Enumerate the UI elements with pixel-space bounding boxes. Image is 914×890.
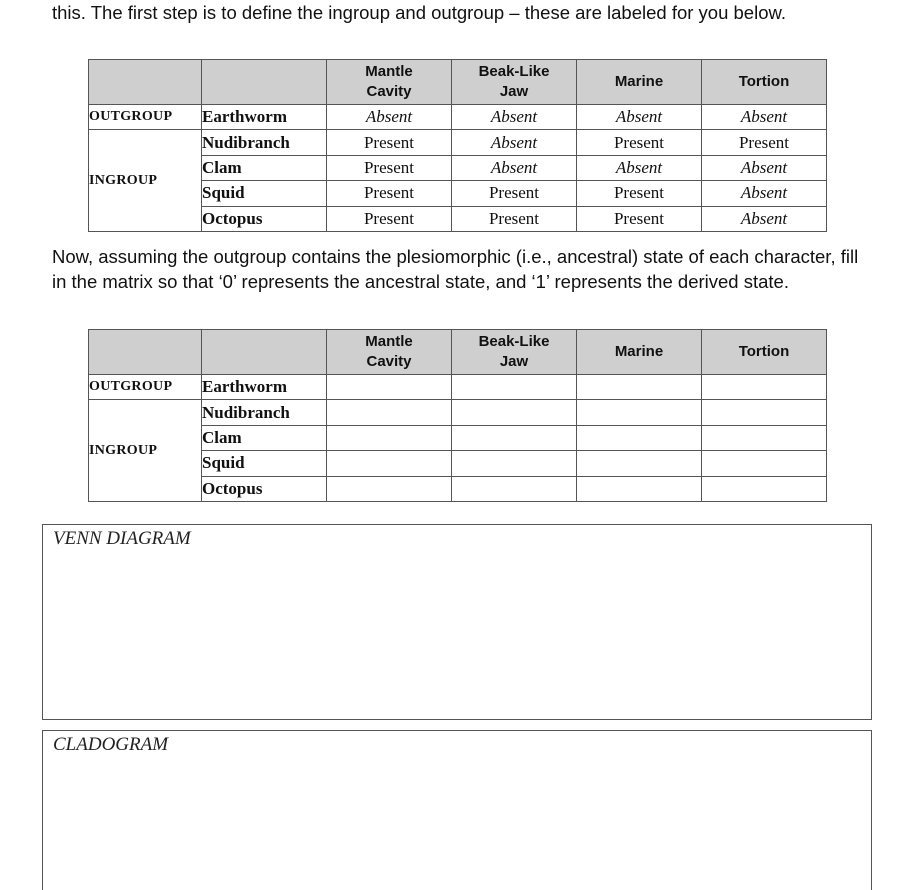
header-blank [202, 330, 327, 375]
character-table [88, 59, 827, 232]
cladogram-label: CLADOGRAM [53, 734, 169, 755]
ingroup-label: INGROUP [89, 130, 202, 232]
column-header: Beak-Like Jaw [452, 330, 577, 375]
character-value: Absent [577, 105, 702, 130]
matrix-cell[interactable] [327, 476, 452, 501]
matrix-cell[interactable] [702, 375, 827, 400]
taxon-name: Squid [202, 181, 327, 206]
outgroup-label: OUTGROUP [89, 375, 202, 400]
venn-diagram-label: VENN DIAGRAM [53, 528, 191, 549]
character-value: Present [327, 206, 452, 231]
column-header: Marine [577, 330, 702, 375]
character-value: Absent [702, 181, 827, 206]
character-value: Present [327, 181, 452, 206]
character-value: Present [327, 130, 452, 155]
taxon-name: Clam [202, 155, 327, 180]
table-header-row [89, 60, 827, 105]
column-header: Tortion [702, 330, 827, 375]
character-value: Present [327, 155, 452, 180]
character-value: Absent [452, 130, 577, 155]
matrix-cell[interactable] [577, 476, 702, 501]
taxon-name: Octopus [202, 476, 327, 501]
header-blank [89, 60, 202, 105]
matrix-cell[interactable] [577, 425, 702, 450]
matrix-cell[interactable] [702, 451, 827, 476]
matrix-cell[interactable] [702, 476, 827, 501]
matrix-cell[interactable] [577, 451, 702, 476]
header-blank [89, 330, 202, 375]
venn-diagram-box[interactable] [42, 524, 872, 720]
character-value: Absent [452, 105, 577, 130]
character-value: Present [702, 130, 827, 155]
ingroup-label: INGROUP [89, 400, 202, 502]
character-value: Absent [702, 105, 827, 130]
matrix-cell[interactable] [577, 400, 702, 425]
matrix-cell[interactable] [327, 375, 452, 400]
character-value: Absent [577, 155, 702, 180]
matrix-cell[interactable] [452, 451, 577, 476]
character-value: Present [577, 181, 702, 206]
table-row [89, 400, 827, 425]
taxon-name: Squid [202, 451, 327, 476]
taxon-name: Earthworm [202, 375, 327, 400]
intro-paragraph: this. The first step is to define the ingroup and outgroup – these are labeled for you below. [52, 2, 786, 23]
table-row [89, 130, 827, 155]
matrix-cell[interactable] [702, 425, 827, 450]
matrix-cell[interactable] [452, 476, 577, 501]
matrix-cell[interactable] [327, 425, 452, 450]
outgroup-label: OUTGROUP [89, 105, 202, 130]
character-value: Present [577, 130, 702, 155]
table-header-row [89, 330, 827, 375]
taxon-name: Nudibranch [202, 130, 327, 155]
table-row [89, 105, 827, 130]
character-value: Absent [327, 105, 452, 130]
character-value: Absent [452, 155, 577, 180]
header-blank [202, 60, 327, 105]
matrix-cell[interactable] [702, 400, 827, 425]
taxon-name: Earthworm [202, 105, 327, 130]
matrix-table [88, 329, 827, 502]
matrix-cell[interactable] [452, 400, 577, 425]
character-value: Absent [702, 206, 827, 231]
matrix-cell[interactable] [327, 451, 452, 476]
character-value: Present [452, 206, 577, 231]
instruction-paragraph: Now, assuming the outgroup contains the plesiomorphic (i.e., ancestral) state of each character, fill in the matrix so that ‘0’ represents the ancestral state, and ‘1’ represents the derived state. [52, 246, 859, 292]
character-value: Present [577, 206, 702, 231]
cladogram-box[interactable] [42, 730, 872, 890]
taxon-name: Nudibranch [202, 400, 327, 425]
column-header: Marine [577, 60, 702, 105]
table-row [89, 375, 827, 400]
column-header: Mantle Cavity [327, 330, 452, 375]
column-header: Beak-Like Jaw [452, 60, 577, 105]
matrix-cell[interactable] [327, 400, 452, 425]
character-value: Absent [702, 155, 827, 180]
character-value: Present [452, 181, 577, 206]
taxon-name: Clam [202, 425, 327, 450]
matrix-cell[interactable] [452, 375, 577, 400]
taxon-name: Octopus [202, 206, 327, 231]
matrix-cell[interactable] [452, 425, 577, 450]
column-header: Mantle Cavity [327, 60, 452, 105]
column-header: Tortion [702, 60, 827, 105]
matrix-cell[interactable] [577, 375, 702, 400]
